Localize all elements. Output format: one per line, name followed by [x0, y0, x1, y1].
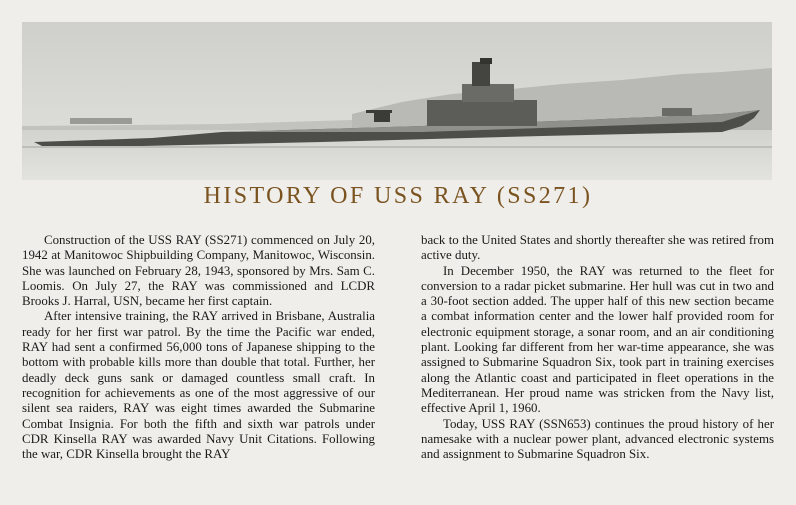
paragraph: In December 1950, the RAY was returned to the fleet for conversion to a radar picket submarine. Her hull was cut in two and a 30-foot section added. The upper half of this new section became a combat information center and the lower half provided room for electronic equipment storage, a sonar room, and an air conditioning plant. Looking far different from her war-time appearance, she was assigned to Submarine Squadron Six, took part in training exercises along the Atlantic coast and participated in fleet operations in the Mediterranean. Her proud name was stricken from the Navy list, effective April 1, 1960. — [421, 263, 774, 416]
submarine-photo — [22, 22, 772, 180]
paragraph: Today, USS RAY (SSN653) continues the proud history of her namesake with a nuclear power plant, advanced electronic systems and assignment to Submarine Squadron Six. — [421, 416, 774, 462]
paragraph: back to the United States and shortly thereafter she was retired from active duty. — [421, 233, 774, 263]
paragraph: After intensive training, the RAY arrived in Brisbane, Australia ready for her first war patrol. By the time the Pacific war ended, RAY had sent a confirmed 56,000 tons of Japanese shipping to the bottom with probable kills more than double that total. Further, her deadly deck guns sank or damaged countless small craft. In recognition for achievements as one of the most aggressive of our silent sea raiders, RAY was eight times awarded the Submarine Combat Insignia. For both the fifth and sixth war patrols under CDR Kinsella RAY was awarded Navy Unit Citations. Following the war, CDR Kinsella brought the RAY — [22, 309, 375, 462]
right-column — [421, 233, 774, 498]
article-body — [22, 233, 774, 498]
paragraph: Construction of the USS RAY (SS271) commenced on July 20, 1942 at Manitowoc Shipbuilding Company, Manitowoc, Wisconsin. She was launched on February 28, 1943, sponsored by Mrs. Sam C. Loomis. On July 27, the RAY was commissioned and LCDR Brooks J. Harral, USN, became her first captain. — [22, 233, 375, 309]
left-column — [22, 233, 375, 498]
page-title: HISTORY OF USS RAY (SS271) — [203, 183, 593, 209]
